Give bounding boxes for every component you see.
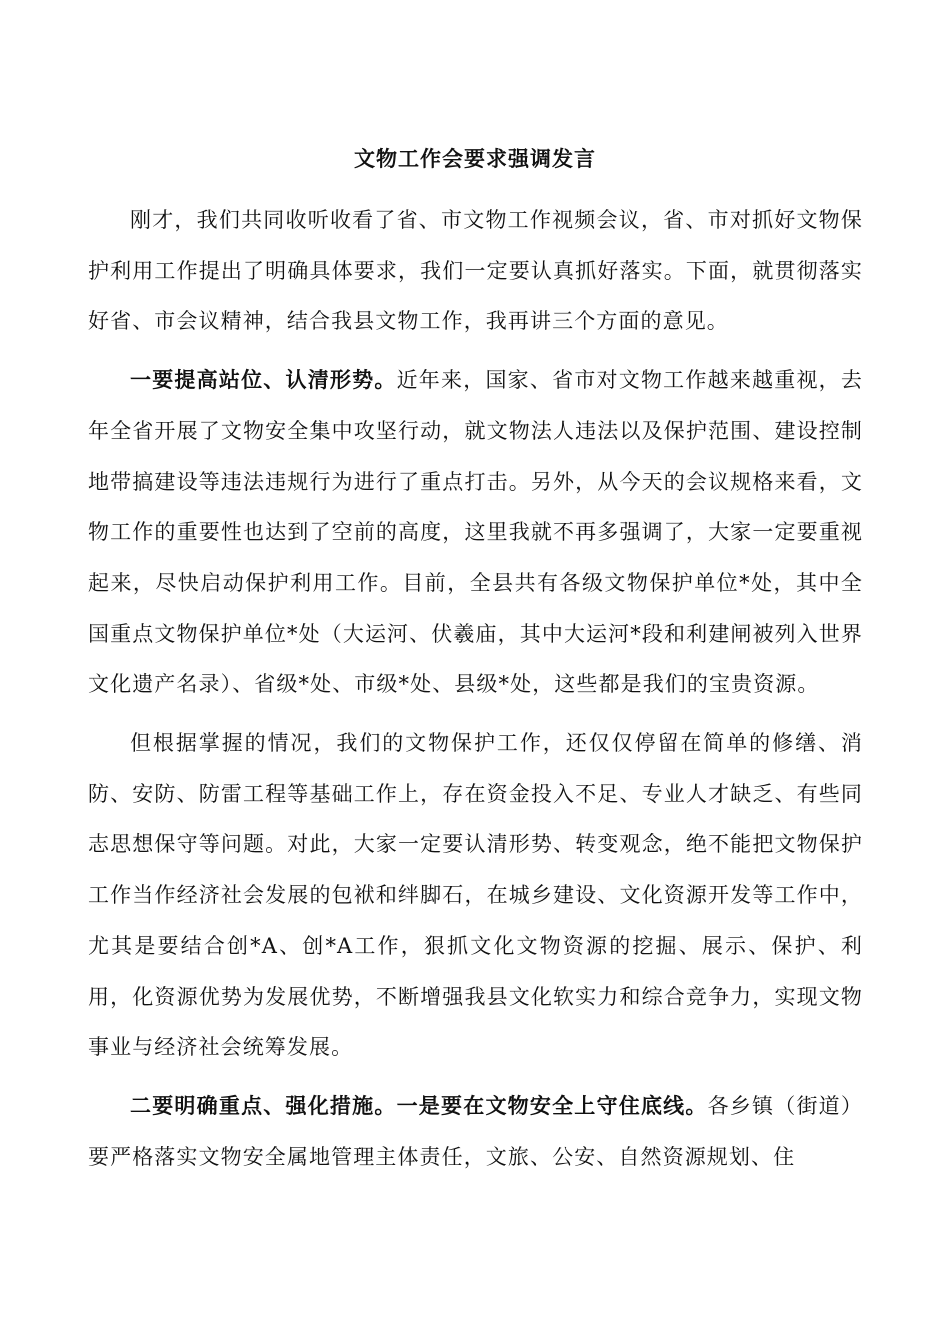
paragraph-situation bbox=[88, 718, 863, 1073]
paragraph-text: 近年来，国家、省市对文物工作越来越重视，去年全省开展了文物安全集中攻坚行动，就文物法人违法以及保护范围、建设控制地带搞建设等违法违规行为进行了重点打击。另外，从今天的会议规格来看，文物工作的重要性也达到了空前的高度，这里我就不再多强调了，大家一定要重视起来，尽快启动保护利用工作。目前，全县共有各级文物保护单位*处，其中全国重点文物保护单位*处（大运河、伏羲庙，其中大运河*段和利建闸被列入世界文化遗产名录）、省级*处、市级*处、县级*处，这些都是我们的宝贵资源。 bbox=[88, 368, 863, 697]
paragraph-point-two bbox=[88, 1081, 863, 1182]
paragraph-text: 各乡镇（街道）要严格落实文物安全属地管理主体责任，文旅、公安、自然资源规划、住 bbox=[88, 1093, 863, 1169]
paragraph-lead: 一要提高站位、认清形势。 bbox=[130, 367, 397, 393]
document-body bbox=[88, 195, 863, 1182]
paragraph-intro bbox=[88, 195, 863, 347]
paragraph-lead: 二要明确重点、强化措施。一是要在文物安全上守住底线。 bbox=[130, 1092, 708, 1118]
paragraph-text: 但根据掌握的情况，我们的文物保护工作，还仅仅停留在简单的修缮、消防、安防、防雷工程等基础工作上，存在资金投入不足、专业人才缺乏、有些同志思想保守等问题。对此，大家一定要认清形势、转变观念，绝不能把文物保护工作当作经济社会发展的包袱和绊脚石，在城乡建设、文化资源开发等工作中，尤其是要结合创*A、创*A工作，狠抓文化文物资源的挖掘、展示、保护、利用，化资源优势为发展优势，不断增强我县文化软实力和综合竞争力，实现文物事业与经济社会统筹发展。 bbox=[88, 731, 863, 1060]
paragraph-text: 刚才，我们共同收听收看了省、市文物工作视频会议，省、市对抓好文物保护利用工作提出了明确具体要求，我们一定要认真抓好落实。下面，就贯彻落实好省、市会议精神，结合我县文物工作，我再讲三个方面的意见。 bbox=[88, 208, 863, 334]
paragraph-point-one bbox=[88, 355, 863, 710]
document-title: 文物工作会要求强调发言 bbox=[354, 146, 596, 171]
